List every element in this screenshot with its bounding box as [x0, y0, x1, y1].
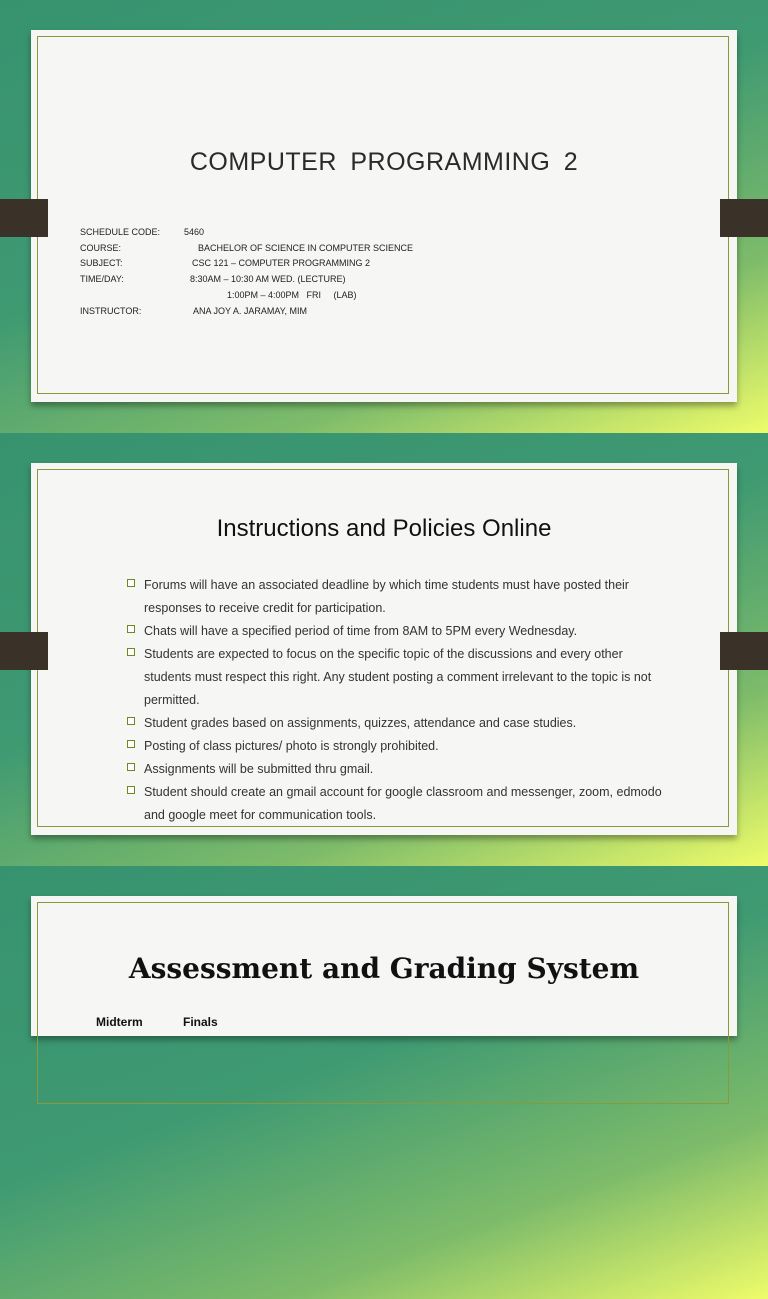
list-item: [126, 574, 666, 620]
list-item-text: Student grades based on assignments, quizzes, attendance and case studies.: [144, 716, 577, 730]
finals-heading: Finals: [183, 1015, 218, 1029]
checkbox-bullet-icon: [127, 763, 135, 771]
list-item: [126, 758, 666, 781]
list-item: [126, 712, 666, 735]
info-value: 8:30AM – 10:30 AM WED. (LECTURE): [190, 274, 346, 284]
checkbox-bullet-icon: [127, 717, 135, 725]
list-item-text: Forums will have an associated deadline by which time students must have posted their responses to receive credit for participation.: [144, 578, 629, 615]
list-item-text: Chats will have a specified period of time from 8AM to 5PM every Wednesday.: [144, 624, 578, 638]
info-label: COURSE:: [80, 243, 122, 253]
info-label: TIME/DAY:: [80, 274, 124, 284]
slide-3-frame: [37, 902, 729, 1104]
slide-1-right-tab: [720, 199, 768, 237]
checkbox-bullet-icon: [127, 579, 135, 587]
info-value: BACHELOR OF SCIENCE IN COMPUTER SCIENCE: [198, 243, 414, 253]
slide-2-left-tab: [0, 632, 48, 670]
checkbox-bullet-icon: [127, 786, 135, 794]
slide-2-right-tab: [720, 632, 768, 670]
slide-1-frame: [37, 36, 729, 394]
info-label: SCHEDULE CODE:: [80, 227, 161, 237]
checkbox-bullet-icon: [127, 648, 135, 656]
info-value: CSC 121 – COMPUTER PROGRAMMING 2: [192, 258, 371, 268]
info-label: SUBJECT:: [80, 258, 123, 268]
slide-3-title: Assessment and Grading System: [128, 952, 640, 985]
list-item: [126, 735, 666, 758]
info-value: 5460: [184, 227, 205, 237]
info-value: ANA JOY A. JARAMAY, MIM: [193, 306, 308, 316]
info-value: 1:00PM – 4:00PM FRI (LAB): [227, 290, 357, 300]
slide-1-title: COMPUTER PROGRAMMING 2: [189, 148, 579, 176]
list-item: [126, 620, 666, 643]
slide-1-left-tab: [0, 199, 48, 237]
checkbox-bullet-icon: [127, 740, 135, 748]
list-item: [126, 643, 666, 712]
midterm-heading: Midterm: [96, 1015, 143, 1029]
slide-1-card: [31, 30, 737, 402]
slide-2-title: Instructions and Policies Online: [216, 515, 552, 542]
list-item-text: Assignments will be submitted thru gmail.: [144, 762, 374, 776]
policy-list: [126, 574, 666, 827]
list-item: [126, 781, 666, 827]
checkbox-bullet-icon: [127, 625, 135, 633]
list-item-text: Student should create an gmail account for google classroom and messenger, zoom, edmodo and google meet for communication tools.: [144, 785, 662, 822]
info-label: INSTRUCTOR:: [80, 306, 142, 316]
list-item-text: Posting of class pictures/ photo is strongly prohibited.: [144, 739, 439, 753]
list-item-text: Students are expected to focus on the specific topic of the discussions and every other students must respect this right. Any student posting a comment irrelevant to the topic is not permitted.: [144, 647, 652, 707]
